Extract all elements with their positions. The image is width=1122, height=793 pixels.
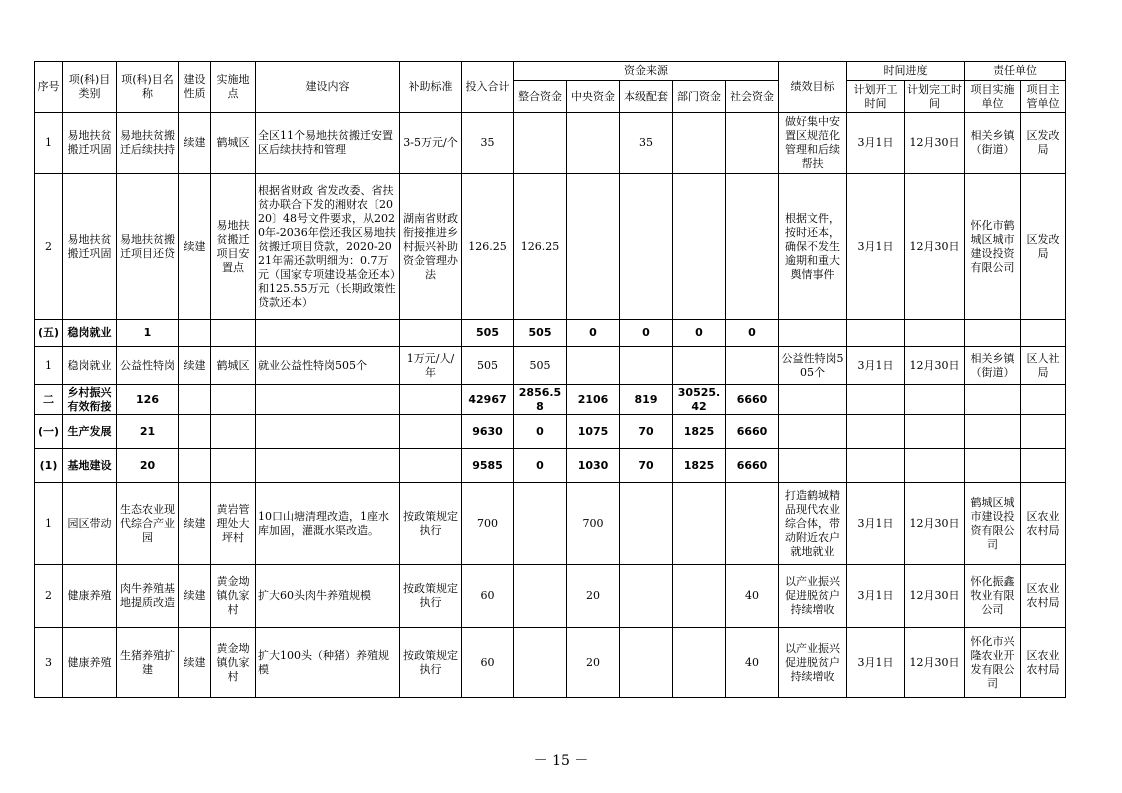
cell-fund-social: 0 xyxy=(726,320,779,347)
cell-total: 505 xyxy=(462,347,514,385)
cell-location xyxy=(211,385,256,415)
cell-dept xyxy=(1021,449,1066,483)
cell-seq: 2 xyxy=(35,565,63,628)
cell-fund-local: 819 xyxy=(620,385,673,415)
project-table xyxy=(34,61,1066,698)
header-funds-group: 资金来源 xyxy=(514,62,779,81)
cell-content: 根据省财政 省发改委、省扶贫办联合下发的湘财农〔2020〕48号文件要求，从2020年-2036年偿还我区易地扶贫搬迁项目贷款，2020-2021年需还款明细为：0.7万元（国家专项建设基金还本）和125.55万元（长期政策性贷款还本） xyxy=(256,174,400,320)
cell-subsidy xyxy=(400,385,462,415)
cell-end: 12月30日 xyxy=(905,347,965,385)
cell-fund-integrated xyxy=(514,565,567,628)
cell-end xyxy=(905,320,965,347)
header-dept: 项目主管单位 xyxy=(1021,81,1066,113)
cell-fund-department: 30525.42 xyxy=(673,385,726,415)
cell-nature: 续建 xyxy=(179,565,211,628)
cell-total: 126.25 xyxy=(462,174,514,320)
cell-impl: 相关乡镇（街道） xyxy=(965,113,1021,174)
cell-end xyxy=(905,385,965,415)
cell-fund-social: 6660 xyxy=(726,415,779,449)
cell-location: 黄金坳镇仇家村 xyxy=(211,628,256,698)
cell-fund-local: 0 xyxy=(620,320,673,347)
cell-name: 1 xyxy=(117,320,179,347)
table-row xyxy=(35,483,1066,565)
cell-name: 肉牛养殖基地提质改造 xyxy=(117,565,179,628)
cell-seq: (五) xyxy=(35,320,63,347)
cell-name: 易地扶贫搬迁项目还贷 xyxy=(117,174,179,320)
cell-content xyxy=(256,320,400,347)
header-subsidy: 补助标准 xyxy=(400,62,462,113)
cell-start xyxy=(847,320,905,347)
cell-fund-central: 0 xyxy=(567,320,620,347)
cell-goal: 打造鹤城精品现代农业综合体，带动附近农户就地就业 xyxy=(779,483,847,565)
table-row xyxy=(35,113,1066,174)
cell-fund-social xyxy=(726,347,779,385)
cell-fund-social: 6660 xyxy=(726,385,779,415)
cell-dept: 区农业农村局 xyxy=(1021,565,1066,628)
cell-nature: 续建 xyxy=(179,628,211,698)
cell-content xyxy=(256,415,400,449)
cell-fund-integrated xyxy=(514,483,567,565)
header-seq: 序号 xyxy=(35,62,63,113)
cell-location: 黄岩管理处大坪村 xyxy=(211,483,256,565)
cell-impl: 怀化振鑫牧业有限公司 xyxy=(965,565,1021,628)
cell-fund-local xyxy=(620,628,673,698)
cell-total: 700 xyxy=(462,483,514,565)
table-row xyxy=(35,320,1066,347)
header-goal: 绩效目标 xyxy=(779,62,847,113)
cell-category: 易地扶贫搬迁巩固 xyxy=(63,174,117,320)
table-row xyxy=(35,415,1066,449)
cell-category: 基地建设 xyxy=(63,449,117,483)
cell-category: 乡村振兴有效衔接 xyxy=(63,385,117,415)
cell-dept: 区发改局 xyxy=(1021,174,1066,320)
cell-name: 生态农业现代综合产业园 xyxy=(117,483,179,565)
cell-fund-department xyxy=(673,628,726,698)
cell-fund-central: 20 xyxy=(567,628,620,698)
cell-fund-central: 1030 xyxy=(567,449,620,483)
cell-category: 生产发展 xyxy=(63,415,117,449)
header-fund-department: 部门资金 xyxy=(673,81,726,113)
cell-fund-integrated xyxy=(514,113,567,174)
cell-subsidy xyxy=(400,415,462,449)
cell-end xyxy=(905,449,965,483)
cell-start: 3月1日 xyxy=(847,347,905,385)
cell-dept: 区农业农村局 xyxy=(1021,483,1066,565)
cell-subsidy: 湖南省财政衔接推进乡村振兴补助资金管理办法 xyxy=(400,174,462,320)
cell-nature: 续建 xyxy=(179,174,211,320)
cell-fund-social xyxy=(726,483,779,565)
cell-goal xyxy=(779,320,847,347)
cell-total: 60 xyxy=(462,565,514,628)
cell-fund-department xyxy=(673,347,726,385)
cell-goal: 公益性特岗505个 xyxy=(779,347,847,385)
cell-seq: 1 xyxy=(35,483,63,565)
cell-content: 10口山塘清理改造，1座水库加固，灌溉水渠改造。 xyxy=(256,483,400,565)
cell-impl xyxy=(965,320,1021,347)
cell-goal xyxy=(779,415,847,449)
cell-location: 黄金坳镇仇家村 xyxy=(211,565,256,628)
cell-start xyxy=(847,449,905,483)
header-fund-social: 社会资金 xyxy=(726,81,779,113)
cell-category: 健康养殖 xyxy=(63,565,117,628)
cell-subsidy: 按政策规定执行 xyxy=(400,565,462,628)
cell-content xyxy=(256,385,400,415)
cell-subsidy xyxy=(400,320,462,347)
cell-fund-department: 0 xyxy=(673,320,726,347)
cell-total: 42967 xyxy=(462,385,514,415)
header-location: 实施地点 xyxy=(211,62,256,113)
cell-fund-department xyxy=(673,483,726,565)
cell-impl: 鹤城区城市建设投资有限公司 xyxy=(965,483,1021,565)
cell-seq: (1) xyxy=(35,449,63,483)
cell-fund-integrated: 0 xyxy=(514,415,567,449)
header-content: 建设内容 xyxy=(256,62,400,113)
header-time-group: 时间进度 xyxy=(847,62,965,81)
table-row xyxy=(35,628,1066,698)
cell-seq: (一) xyxy=(35,415,63,449)
cell-name: 生猪养殖扩建 xyxy=(117,628,179,698)
header-total: 投入合计 xyxy=(462,62,514,113)
cell-category: 健康养殖 xyxy=(63,628,117,698)
table-row xyxy=(35,565,1066,628)
cell-name: 公益性特岗 xyxy=(117,347,179,385)
cell-fund-central: 2106 xyxy=(567,385,620,415)
cell-fund-local: 70 xyxy=(620,449,673,483)
cell-name: 易地扶贫搬迁后续扶持 xyxy=(117,113,179,174)
cell-category: 稳岗就业 xyxy=(63,320,117,347)
page-number: － 15 － xyxy=(533,753,589,769)
cell-fund-local: 70 xyxy=(620,415,673,449)
cell-end xyxy=(905,415,965,449)
cell-fund-social xyxy=(726,113,779,174)
cell-fund-social: 40 xyxy=(726,628,779,698)
cell-nature xyxy=(179,385,211,415)
cell-seq: 2 xyxy=(35,174,63,320)
cell-category: 易地扶贫搬迁巩固 xyxy=(63,113,117,174)
cell-goal: 以产业振兴促进脱贫户持续增收 xyxy=(779,565,847,628)
cell-dept xyxy=(1021,320,1066,347)
cell-total: 35 xyxy=(462,113,514,174)
cell-fund-department xyxy=(673,565,726,628)
cell-subsidy: 按政策规定执行 xyxy=(400,628,462,698)
cell-total: 9585 xyxy=(462,449,514,483)
header-fund-local: 本级配套 xyxy=(620,81,673,113)
cell-start: 3月1日 xyxy=(847,113,905,174)
cell-dept: 区农业农村局 xyxy=(1021,628,1066,698)
cell-dept xyxy=(1021,385,1066,415)
cell-content: 全区11个易地扶贫搬迁安置区后续扶持和管理 xyxy=(256,113,400,174)
header-fund-integrated: 整合资金 xyxy=(514,81,567,113)
cell-content xyxy=(256,449,400,483)
cell-fund-local xyxy=(620,565,673,628)
cell-fund-central xyxy=(567,174,620,320)
cell-nature xyxy=(179,320,211,347)
cell-total: 505 xyxy=(462,320,514,347)
cell-nature: 续建 xyxy=(179,347,211,385)
cell-goal xyxy=(779,449,847,483)
table-row xyxy=(35,385,1066,415)
cell-impl: 怀化市鹤城区城市建设投资有限公司 xyxy=(965,174,1021,320)
cell-goal: 根据文件，按时还本，确保不发生逾期和重大舆情事件 xyxy=(779,174,847,320)
cell-seq: 二 xyxy=(35,385,63,415)
cell-fund-central xyxy=(567,113,620,174)
cell-name: 126 xyxy=(117,385,179,415)
cell-goal xyxy=(779,385,847,415)
cell-start: 3月1日 xyxy=(847,174,905,320)
cell-fund-central: 1075 xyxy=(567,415,620,449)
header-nature: 建设性质 xyxy=(179,62,211,113)
cell-subsidy: 1万元/人/年 xyxy=(400,347,462,385)
cell-total: 9630 xyxy=(462,415,514,449)
cell-content: 扩大60头肉牛养殖规模 xyxy=(256,565,400,628)
cell-fund-integrated xyxy=(514,628,567,698)
header-fund-central: 中央资金 xyxy=(567,81,620,113)
cell-fund-local xyxy=(620,483,673,565)
cell-start: 3月1日 xyxy=(847,565,905,628)
cell-location xyxy=(211,320,256,347)
cell-impl: 怀化市兴隆农业开发有限公司 xyxy=(965,628,1021,698)
cell-end: 12月30日 xyxy=(905,113,965,174)
cell-fund-department xyxy=(673,174,726,320)
header-name: 项(科)目名称 xyxy=(117,62,179,113)
cell-fund-social: 40 xyxy=(726,565,779,628)
cell-fund-integrated: 505 xyxy=(514,347,567,385)
cell-subsidy: 按政策规定执行 xyxy=(400,483,462,565)
cell-impl: 相关乡镇（街道） xyxy=(965,347,1021,385)
header-resp-group: 责任单位 xyxy=(965,62,1066,81)
table-row xyxy=(35,174,1066,320)
cell-seq: 3 xyxy=(35,628,63,698)
cell-location xyxy=(211,449,256,483)
cell-fund-integrated: 0 xyxy=(514,449,567,483)
cell-name: 21 xyxy=(117,415,179,449)
cell-fund-local xyxy=(620,347,673,385)
cell-end: 12月30日 xyxy=(905,174,965,320)
cell-goal: 以产业振兴促进脱贫户持续增收 xyxy=(779,628,847,698)
cell-nature xyxy=(179,415,211,449)
cell-seq: 1 xyxy=(35,347,63,385)
table-row xyxy=(35,449,1066,483)
cell-seq: 1 xyxy=(35,113,63,174)
cell-fund-local: 35 xyxy=(620,113,673,174)
cell-content: 扩大100头（种猪）养殖规模 xyxy=(256,628,400,698)
cell-fund-integrated: 2856.58 xyxy=(514,385,567,415)
cell-subsidy xyxy=(400,449,462,483)
header-impl: 项目实施单位 xyxy=(965,81,1021,113)
cell-nature: 续建 xyxy=(179,483,211,565)
cell-fund-local xyxy=(620,174,673,320)
cell-category: 园区带动 xyxy=(63,483,117,565)
cell-start: 3月1日 xyxy=(847,628,905,698)
header-start: 计划开工时间 xyxy=(847,81,905,113)
cell-impl xyxy=(965,385,1021,415)
cell-total: 60 xyxy=(462,628,514,698)
cell-location: 鹤城区 xyxy=(211,347,256,385)
cell-impl xyxy=(965,449,1021,483)
cell-location: 易地扶贫搬迁项目安置点 xyxy=(211,174,256,320)
cell-end: 12月30日 xyxy=(905,565,965,628)
table-row xyxy=(35,347,1066,385)
cell-category: 稳岗就业 xyxy=(63,347,117,385)
cell-fund-integrated: 505 xyxy=(514,320,567,347)
cell-nature xyxy=(179,449,211,483)
cell-location: 鹤城区 xyxy=(211,113,256,174)
cell-fund-integrated: 126.25 xyxy=(514,174,567,320)
cell-nature: 续建 xyxy=(179,113,211,174)
cell-fund-department: 1825 xyxy=(673,415,726,449)
cell-name: 20 xyxy=(117,449,179,483)
cell-location xyxy=(211,415,256,449)
cell-fund-central: 20 xyxy=(567,565,620,628)
cell-impl xyxy=(965,415,1021,449)
cell-end: 12月30日 xyxy=(905,628,965,698)
cell-start xyxy=(847,385,905,415)
header-category: 项(科)目类别 xyxy=(63,62,117,113)
cell-goal: 做好集中安置区规范化管理和后续帮扶 xyxy=(779,113,847,174)
cell-start xyxy=(847,415,905,449)
cell-fund-central xyxy=(567,347,620,385)
cell-dept: 区发改局 xyxy=(1021,113,1066,174)
cell-fund-department: 1825 xyxy=(673,449,726,483)
cell-fund-social xyxy=(726,174,779,320)
cell-fund-department xyxy=(673,113,726,174)
cell-subsidy: 3-5万元/个 xyxy=(400,113,462,174)
cell-content: 就业公益性特岗505个 xyxy=(256,347,400,385)
cell-fund-central: 700 xyxy=(567,483,620,565)
cell-dept xyxy=(1021,415,1066,449)
cell-end: 12月30日 xyxy=(905,483,965,565)
cell-dept: 区人社局 xyxy=(1021,347,1066,385)
cell-fund-social: 6660 xyxy=(726,449,779,483)
header-end: 计划完工时间 xyxy=(905,81,965,113)
cell-start: 3月1日 xyxy=(847,483,905,565)
